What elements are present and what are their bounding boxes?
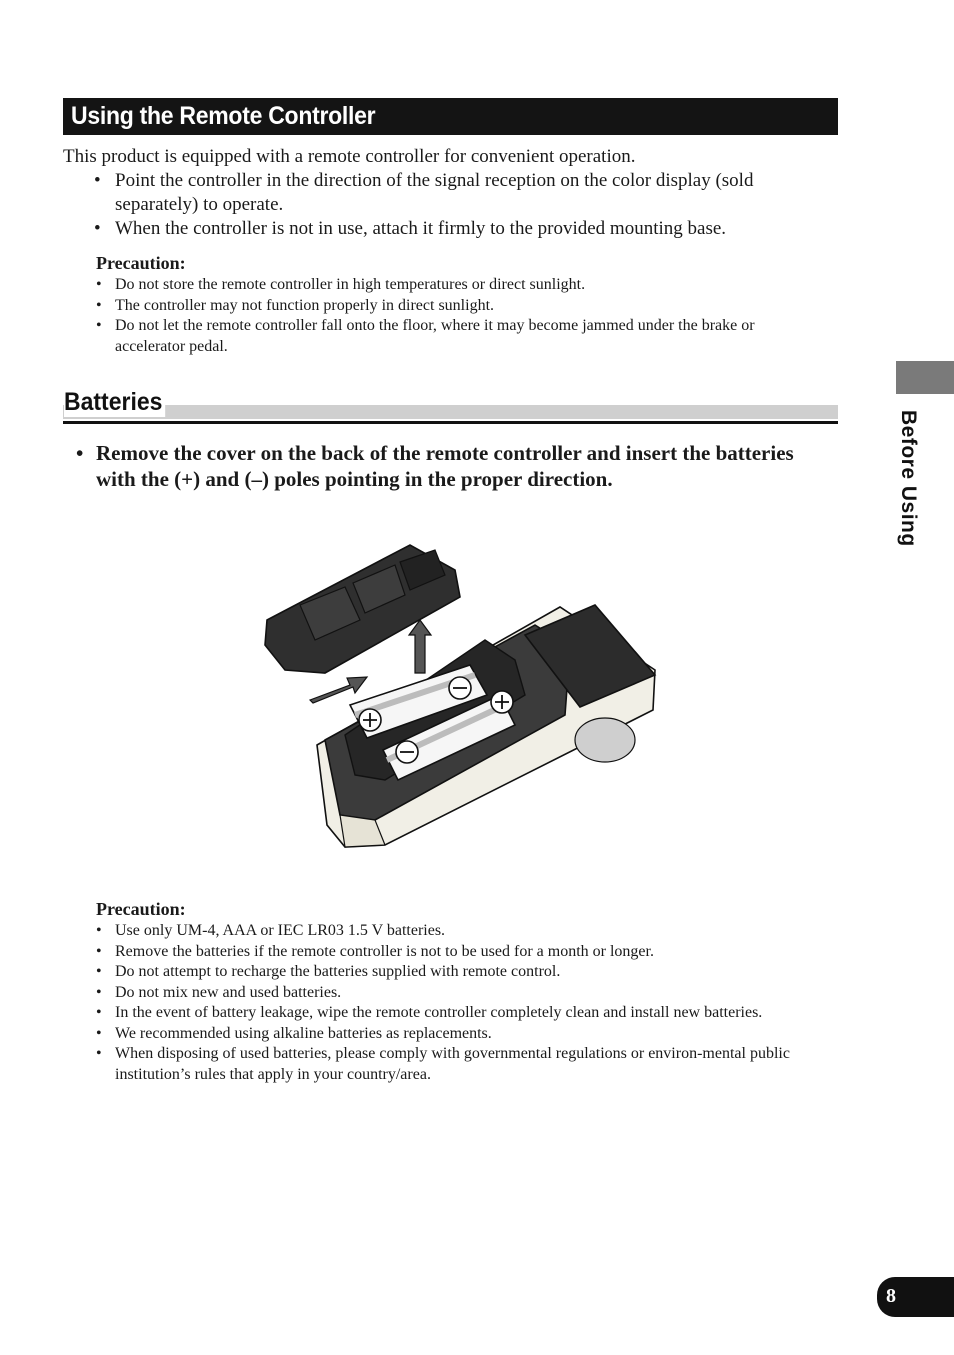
list-item: • We recommended using alkaline batteries as replacements. <box>92 1024 802 1045</box>
page-number: 8 <box>877 1277 954 1317</box>
arrow-right-icon <box>310 677 367 703</box>
list-item: • In the event of battery leakage, wipe the remote controller completely clean and install new batteries. <box>92 1003 802 1024</box>
list-item: • Remove the batteries if the remote controller is not to be used for a month or longer. <box>92 942 802 963</box>
battery-instruction: • Remove the cover on the back of the remote controller and insert the batteries with the (+) and (–) poles pointing in the proper direction. <box>76 440 816 492</box>
list-item: • When disposing of used batteries, please comply with governmental regulations or environ-mental public institution’s rules that apply in your country/area. <box>92 1044 802 1085</box>
plus-icon <box>359 709 381 731</box>
arrow-up-icon <box>409 620 431 673</box>
side-tab-label: Before Using <box>897 410 920 547</box>
list-item: • The controller may not function properly in direct sunlight. <box>92 296 802 317</box>
list-item: • Do not mix new and used batteries. <box>92 983 802 1004</box>
precaution-list <box>92 275 802 357</box>
plus-icon <box>491 691 513 713</box>
list-item: • Do not let the remote controller fall onto the floor, where it may become jammed under the brake or accelerator pedal. <box>92 316 802 357</box>
minus-icon <box>396 741 418 763</box>
header-band <box>63 405 838 419</box>
list-item: • Use only UM-4, AAA or IEC LR03 1.5 V batteries. <box>92 921 802 942</box>
list-item: • When the controller is not in use, attach it firmly to the provided mounting base. <box>92 217 812 241</box>
section-header-batteries <box>63 388 838 424</box>
section-title: Batteries <box>64 388 165 417</box>
precaution-heading: Precaution: <box>96 899 186 919</box>
side-tab-marker <box>896 361 954 394</box>
section-header-remote-controller <box>63 98 838 135</box>
list-item: • Point the controller in the direction of the signal reception on the color display (sold separately) to operate. <box>92 169 812 217</box>
disc-icon <box>575 718 635 762</box>
list-item: • Do not attempt to recharge the batteries supplied with remote control. <box>92 962 802 983</box>
minus-icon <box>449 677 471 699</box>
battery-installation-illustration <box>255 535 665 855</box>
usage-bullets <box>92 169 812 241</box>
battery-precaution-list <box>92 921 802 1085</box>
precaution-heading: Precaution: <box>96 253 186 273</box>
list-item: • Do not store the remote controller in high temperatures or direct sunlight. <box>92 275 802 296</box>
section-title: Using the Remote Controller <box>71 102 376 130</box>
intro-text: This product is equipped with a remote controller for convenient operation. <box>63 146 636 167</box>
